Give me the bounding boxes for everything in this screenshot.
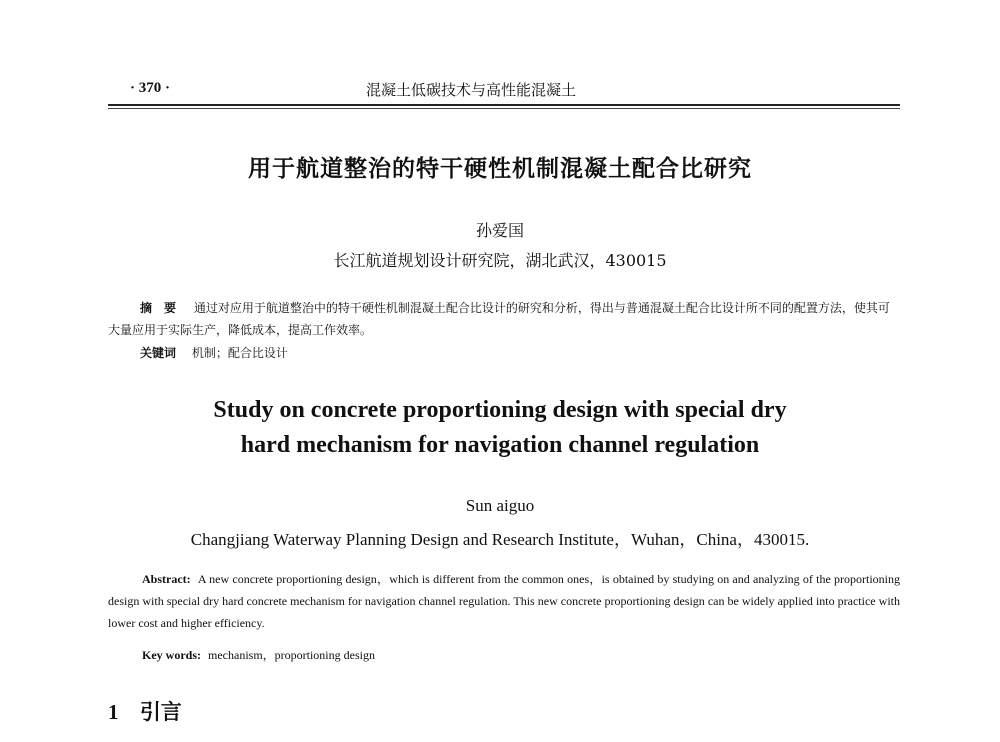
page-header: [108, 76, 900, 102]
header-rule-thin: [108, 108, 900, 109]
section-heading: [108, 696, 182, 726]
english-keywords-label: Key words:: [142, 648, 201, 662]
section-number: 1: [108, 700, 119, 724]
chinese-affiliation: 长江航道规划设计研究院，湖北武汉，430015: [333, 251, 667, 270]
english-title-line-1: Study on concrete proportioning design with special dry: [213, 397, 787, 423]
chinese-keywords-label: 关键词: [140, 346, 177, 360]
chinese-keywords: [140, 344, 840, 361]
english-title-line-2: hard mechanism for navigation channel regulation: [240, 432, 760, 458]
english-abstract-text: A new concrete proportioning design，which is different from the common ones，is obtained by studying on and analyzing of the proportioning design with special dry hard concrete mechanism for navigation channel regulation. This new concrete proportioning design can be widely applied into practice with lower cost and higher efficiency.: [108, 572, 901, 630]
english-author: Sun aiguo: [465, 496, 535, 515]
chinese-abstract-label: 摘 要: [140, 301, 177, 315]
chinese-abstract-text: 通过对应用于航道整治中的特干硬性机制混凝土配合比设计的研究和分析，得出与普通混凝土配合比设计所不同的配置方法，使其可大量应用于实际生产，降低成本，提高工作效率。: [108, 301, 890, 337]
chinese-title: 用于航道整治的特干硬性机制混凝土配合比研究: [248, 155, 752, 182]
english-keywords-text: mechanism，proportioning design: [208, 648, 375, 662]
header-rule-thick: [108, 104, 900, 106]
page-number: · 370 ·: [130, 80, 171, 96]
running-title: 混凝土低碳技术与高性能混凝土: [366, 81, 577, 99]
chinese-keywords-text: 机制；配合比设计: [191, 346, 288, 360]
english-abstract: [108, 568, 900, 634]
chinese-author: 孙爱国: [475, 221, 524, 240]
english-title: [0, 393, 1000, 463]
section-title: 引言: [139, 700, 182, 724]
chinese-abstract: [108, 297, 900, 341]
english-abstract-label: Abstract:: [142, 572, 191, 586]
english-affiliation: Changjiang Waterway Planning Design and Research Institute，Wuhan，China，430015.: [190, 530, 810, 549]
english-keywords: [142, 646, 842, 663]
